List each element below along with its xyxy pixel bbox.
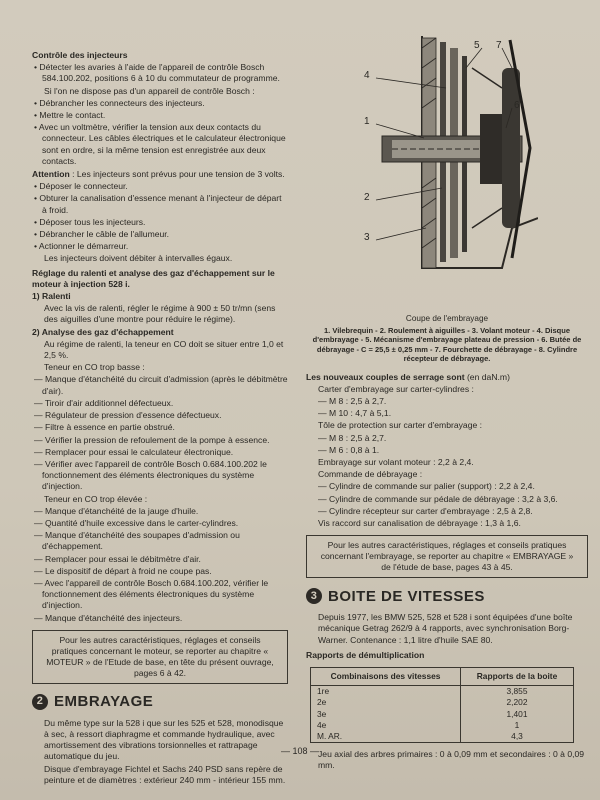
list-item: — Remplacer pour essai le débitmètre d'air. bbox=[34, 553, 201, 564]
list-item: Si l'on ne dispose pas d'un appareil de contrôle Bosch : bbox=[44, 85, 255, 96]
section-title: BOITE DE VITESSES bbox=[328, 587, 485, 605]
list-item: — Cylindre de commande sur palier (support) : 2,2 à 2,4. bbox=[318, 481, 535, 492]
page-number: — 108 — bbox=[280, 746, 320, 756]
table-row bbox=[311, 720, 574, 731]
list-item: — M 8 : 2,5 à 2,7. bbox=[318, 432, 387, 443]
list-item: • Actionner le démarreur. bbox=[34, 241, 129, 252]
list-item: Embrayage sur volant moteur : 2,2 à 2,4. bbox=[318, 456, 474, 467]
injecteurs-list bbox=[32, 62, 288, 167]
clutch-cross-section-figure bbox=[362, 28, 538, 308]
callout-7: 7 bbox=[496, 40, 502, 51]
list-item: • Mettre le contact. bbox=[34, 110, 106, 121]
table-row bbox=[311, 731, 574, 743]
right-column bbox=[306, 28, 588, 773]
couples-title: Les nouveaux couples de serrage sont bbox=[306, 371, 465, 382]
list-item: — M 10 : 4,7 à 5,1. bbox=[318, 408, 392, 419]
list-item: — Avec l'appareil de contrôle Bosch 0.684.100.202, vérifier le fonctionnement des éléments électroniques du système d'injection. bbox=[34, 577, 269, 611]
gear-cell: M. AR. bbox=[311, 731, 461, 743]
gear-cell: 1re bbox=[311, 686, 461, 698]
column-header: Rapports de la boite bbox=[461, 667, 574, 685]
injecteurs-heading: Contrôle des injecteurs bbox=[32, 50, 128, 60]
list-item: — Remplacer pour essai le calculateur électronique. bbox=[34, 446, 234, 457]
co-basse-heading: Teneur en CO trop basse : bbox=[44, 362, 145, 373]
list-item: Tôle de protection sur carter d'embrayage : bbox=[318, 420, 483, 431]
ralenti-heading: 1) Ralenti bbox=[32, 291, 71, 302]
list-item: • Détecter les avaries à l'aide de l'appareil de contrôle Bosch 584.100.202, positions 6 à 10 du commutateur de programme. bbox=[34, 62, 280, 84]
list-item: — Manque d'étanchéité des injecteurs. bbox=[34, 612, 183, 623]
left-column bbox=[32, 50, 288, 787]
list-item: — Vérifier avec l'appareil de contrôle Bosch 0.684.100.202 le fonctionnement des éléments électroniques du système d'injection. bbox=[34, 458, 267, 492]
steps-list bbox=[32, 181, 288, 264]
gear-ratio-table bbox=[310, 667, 574, 743]
ratio-cell: 1 bbox=[461, 720, 574, 731]
disque-paragraph: Disque d'embrayage Fichtel et Sachs 240 PSD sans repère de peinture et de diamètres : extérieur 240 mm - intérieur 155 mm. bbox=[44, 763, 286, 785]
ratio-cell: 2,202 bbox=[461, 697, 574, 708]
couples-list bbox=[306, 384, 588, 529]
section-boite-heading bbox=[306, 588, 588, 604]
list-item: — Cylindre récepteur sur carter d'embrayage : 2,5 à 2,8. bbox=[318, 505, 533, 516]
section-number-badge: 2 bbox=[32, 694, 48, 710]
couples-unit: (en daN.m) bbox=[464, 371, 510, 382]
jeu-axial-text: Jeu axial des arbres primaires : 0 à 0,09 mm et secondaires : 0 à 0,09 mm. bbox=[318, 749, 585, 771]
list-item: — Le dispositif de départ à froid ne coupe pas. bbox=[34, 565, 212, 576]
ratio-cell: 4,3 bbox=[461, 731, 574, 743]
list-item: — Filtre à essence en partie obstrué. bbox=[34, 422, 175, 433]
list-item: — Manque d'étanchéité des soupapes d'admission ou d'échappement. bbox=[34, 530, 240, 552]
section-number-badge: 3 bbox=[306, 588, 322, 604]
table-row bbox=[311, 697, 574, 708]
ralenti-text: Avec la vis de ralenti, régler le régime à 900 ± 50 tr/mn (sens des aiguilles d'une montre pour réduire le régime). bbox=[44, 303, 276, 325]
section-embrayage-heading bbox=[32, 694, 288, 710]
embrayage-reference-box: Pour les autres caractéristiques, réglages et conseils pratiques concernant l'embrayage, se reporter au chapitre « EMBRAYAGE » de l'étude de base, pages 43 à 45. bbox=[306, 535, 588, 578]
co-basse-list bbox=[32, 374, 288, 492]
couples-heading bbox=[306, 372, 588, 383]
gear-cell: 4e bbox=[311, 720, 461, 731]
section-title: EMBRAYAGE bbox=[54, 693, 154, 711]
list-item: — Manque d'étanchéité du circuit d'admission (après le débitmètre d'air). bbox=[34, 374, 288, 396]
moteur-reference-box: Pour les autres caractéristiques, réglages et conseils pratiques concernant le moteur, se reporter au chapitre « MOTEUR » de l'Etude de base, en tête du présent ouvrage, pages 6 à 42. bbox=[32, 630, 288, 684]
attention-label: Attention bbox=[32, 169, 70, 180]
list-item: • Obturer la canalisation d'essence menant à l'injecteur de départ à froid. bbox=[34, 193, 282, 215]
gear-cell: 2e bbox=[311, 697, 461, 708]
list-item: — M 8 : 2,5 à 2,7. bbox=[318, 395, 387, 406]
ratio-cell: 3,855 bbox=[461, 686, 574, 698]
list-item: — Manque d'étanchéité de la jauge d'huile. bbox=[34, 505, 199, 516]
callout-4: 4 bbox=[364, 70, 370, 81]
co-elevee-list bbox=[32, 506, 288, 624]
list-item: — Régulateur de pression d'essence défectueux. bbox=[34, 410, 222, 421]
co-elevee-heading: Teneur en CO trop élevée : bbox=[44, 493, 148, 504]
list-item: • Débrancher le câble de l'allumeur. bbox=[34, 229, 170, 240]
attention-text: : Les injecteurs sont prévus pour une tension de 3 volts. bbox=[69, 169, 285, 180]
list-item: — Cylindre de commande sur pédale de débrayage : 3,2 à 3,6. bbox=[318, 493, 558, 504]
list-item: — Tiroir d'air additionnel défectueux. bbox=[34, 397, 174, 408]
callout-1: 1 bbox=[364, 116, 370, 127]
callout-2: 2 bbox=[364, 192, 370, 203]
table-row bbox=[311, 709, 574, 720]
list-item: — Vérifier la pression de refoulement de la pompe à essence. bbox=[34, 434, 270, 445]
list-item: • Débrancher les connecteurs des injecteurs. bbox=[34, 97, 205, 108]
attention-note bbox=[32, 169, 288, 180]
caption-text: 1. Vilebrequin - 2. Roulement à aiguilles - 3. Volant moteur - 4. Disque d'embrayage - 5. Mécanisme d'embrayage plateau de pression - 6. Butée de débrayage - C = 25,5 ± 0,25 mm - 7. Fourchette de débrayage - 8. Cylindre récepteur de débrayage. bbox=[312, 325, 582, 363]
list-item: Commande de débrayage : bbox=[318, 469, 423, 480]
caption-title: Coupe de l'embrayage bbox=[405, 314, 489, 323]
callout-6: 6 bbox=[514, 100, 520, 111]
list-item: • Avec un voltmètre, vérifier la tension aux deux contacts du connecteur. Les câbles électriques et le calculateur électronique sont en ordre, si la même tension est enregistrée aux deux contacts. bbox=[34, 122, 286, 166]
list-item: — M 6 : 0,8 à 1. bbox=[318, 444, 380, 455]
embrayage-paragraph: Du même type sur la 528 i que sur les 525 et 528, monodisque à sec, à ressort diaphragme et commande hydraulique, avec amortissement des vibrations torsionnelles et rattrapage automatique du jeu. bbox=[44, 717, 284, 762]
list-item: Carter d'embrayage sur carter-cylindres : bbox=[318, 383, 474, 394]
list-item: • Déposer le connecteur. bbox=[34, 181, 128, 192]
boite-paragraph: Depuis 1977, les BMW 525, 528 et 528 i sont équipées d'une boîte mécanique Getrag 262/9 à 4 rapports, avec synchronisation Borg-Warner. Contenance : 1,1 litre d'huile SAE 80. bbox=[318, 612, 573, 645]
gear-cell: 3e bbox=[311, 709, 461, 720]
list-item: • Déposer tous les injecteurs. bbox=[34, 216, 146, 227]
column-header: Combinaisons des vitesses bbox=[311, 667, 461, 685]
table-row bbox=[311, 686, 574, 698]
list-item: Vis raccord sur canalisation de débrayage : 1,3 à 1,6. bbox=[318, 517, 521, 528]
ratio-cell: 1,401 bbox=[461, 709, 574, 720]
table-header-row bbox=[311, 667, 574, 685]
analyse-heading: 2) Analyse des gaz d'échappement bbox=[32, 326, 174, 337]
clutch-cross-section-drawing bbox=[362, 28, 538, 276]
analyse-text: Au régime de ralenti, la teneur en CO doit se situer entre 1,0 et 2,5 %. bbox=[44, 338, 284, 361]
callout-3: 3 bbox=[364, 232, 370, 243]
callout-5: 5 bbox=[474, 40, 480, 51]
reglage-heading: Réglage du ralenti et analyse des gaz d'échappement sur le moteur à injection 528 i. bbox=[32, 267, 275, 289]
list-item: — Quantité d'huile excessive dans le carter-cylindres. bbox=[34, 517, 239, 528]
figure-caption bbox=[306, 314, 588, 364]
list-item: Les injecteurs doivent débiter à intervalles égaux. bbox=[44, 253, 233, 264]
rapports-heading: Rapports de démultiplication bbox=[306, 649, 425, 660]
